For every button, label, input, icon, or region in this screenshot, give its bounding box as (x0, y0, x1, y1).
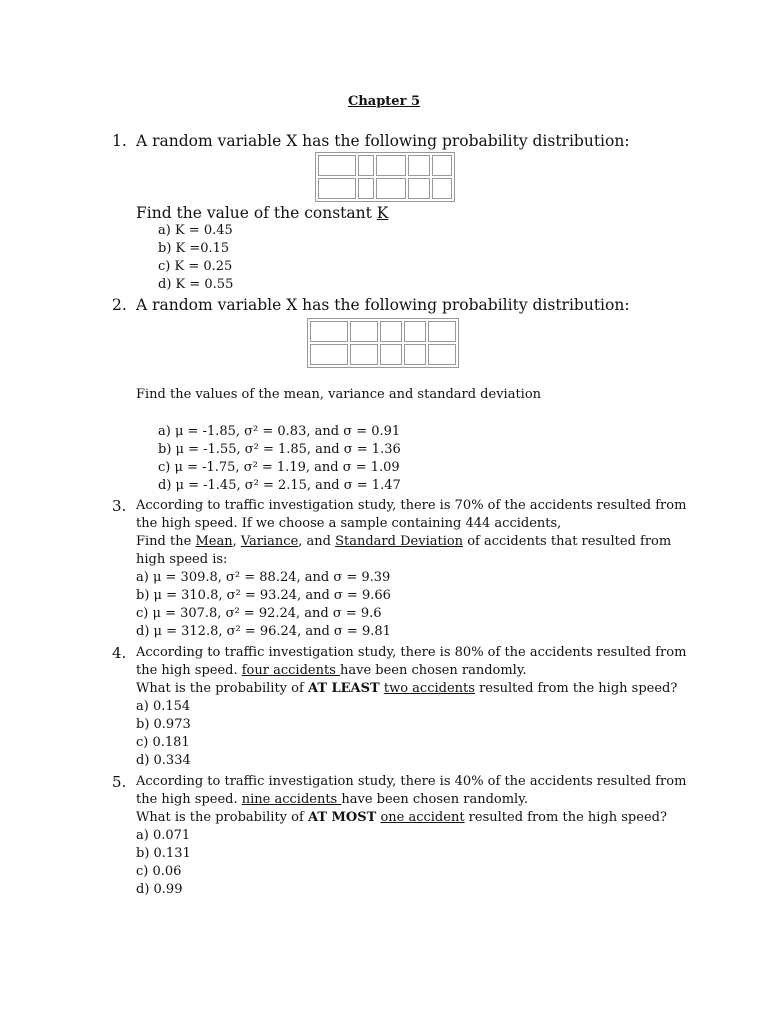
question-line (136, 792, 528, 807)
question-text: A random variable X has the following probability distribution: (136, 296, 630, 314)
question-line (136, 534, 671, 549)
underlined-text: four accidents (241, 663, 340, 678)
option-d: d) μ = 312.8, σ² = 96.24, and σ = 9.81 (136, 624, 391, 639)
option-c: c) μ = 307.8, σ² = 92.24, and σ = 9.6 (136, 606, 382, 621)
underlined-text: one accident (380, 810, 465, 825)
option-b: b) μ = -1.55, σ² = 1.85, and σ = 1.36 (158, 442, 401, 457)
table-cell (380, 321, 402, 342)
option-d: d) K = 0.55 (158, 277, 234, 292)
question-line: According to traffic investigation study, there is 70% of the accidents resulted from (136, 498, 687, 513)
table-cell (358, 178, 374, 199)
text: Find the (136, 534, 196, 549)
option-a: a) μ = -1.85, σ² = 0.83, and σ = 0.91 (158, 424, 401, 439)
question-prompt (136, 204, 388, 222)
question-line (136, 681, 677, 696)
question-number: 4. (112, 644, 127, 662)
option-d: d) 0.99 (136, 882, 183, 897)
option-b: b) μ = 310.8, σ² = 93.24, and σ = 9.66 (136, 588, 391, 603)
text: resulted from the high speed? (474, 681, 678, 696)
probability-table (307, 318, 459, 368)
option-d: d) 0.334 (136, 753, 191, 768)
table-cell (350, 344, 378, 365)
text: , (232, 534, 241, 549)
option-a: a) 0.154 (136, 699, 191, 714)
text: have been chosen randomly. (340, 663, 527, 678)
question-prompt: Find the values of the mean, variance and standard deviation (136, 387, 542, 402)
underlined-text: two accidents (383, 681, 475, 696)
question-line: According to traffic investigation study, there is 40% of the accidents resulted from (136, 774, 687, 789)
variance-term: Variance (240, 534, 299, 549)
table-cell (376, 155, 406, 176)
bold-text: AT LEAST (307, 681, 380, 696)
table-cell (318, 178, 356, 199)
text: What is the probability of (136, 810, 308, 825)
question-text: A random variable X has the following probability distribution: (136, 132, 630, 150)
question-line: the high speed. If we choose a sample containing 444 accidents, (136, 516, 562, 531)
bold-text: AT MOST (307, 810, 377, 825)
text: the high speed. (136, 663, 242, 678)
text: What is the probability of (136, 681, 308, 696)
question-number: 5. (112, 773, 127, 791)
option-a: a) K = 0.45 (158, 223, 233, 238)
table-cell (432, 155, 452, 176)
question-number: 2. (112, 296, 127, 314)
table-cell (432, 178, 452, 199)
mean-term: Mean (195, 534, 233, 549)
table-cell (358, 155, 374, 176)
question-line: According to traffic investigation study, there is 80% of the accidents resulted from (136, 645, 687, 660)
table-cell (318, 155, 356, 176)
text: , and (298, 534, 336, 549)
table-cell (408, 155, 430, 176)
option-c: c) 0.181 (136, 735, 190, 750)
option-b: b) 0.973 (136, 717, 191, 732)
question-line: high speed is: (136, 552, 228, 567)
probability-table (315, 152, 455, 202)
table-cell (380, 344, 402, 365)
underlined-text: nine accidents (241, 792, 342, 807)
table-cell (408, 178, 430, 199)
text: of accidents that resulted from (463, 534, 672, 549)
option-c: c) K = 0.25 (158, 259, 233, 274)
table-cell (404, 321, 426, 342)
table-cell (310, 321, 348, 342)
table-cell (404, 344, 426, 365)
option-c: c) μ = -1.75, σ² = 1.19, and σ = 1.09 (158, 460, 400, 475)
text: have been chosen randomly. (341, 792, 528, 807)
table-cell (428, 344, 456, 365)
prompt-text: Find the value of the constant (136, 204, 377, 222)
option-c: c) 0.06 (136, 864, 182, 879)
table-cell (310, 344, 348, 365)
question-line (136, 663, 527, 678)
option-b: b) 0.131 (136, 846, 191, 861)
option-a: a) μ = 309.8, σ² = 88.24, and σ = 9.39 (136, 570, 391, 585)
text: the high speed. (136, 792, 242, 807)
option-b: b) K =0.15 (158, 241, 230, 256)
option-d: d) μ = -1.45, σ² = 2.15, and σ = 1.47 (158, 478, 401, 493)
table-cell (376, 178, 406, 199)
standard-deviation-term: Standard Deviation (335, 534, 464, 549)
table-cell (428, 321, 456, 342)
text: resulted from the high speed? (464, 810, 667, 825)
table-cell (350, 321, 378, 342)
question-number: 1. (112, 132, 127, 150)
question-number: 3. (112, 497, 127, 515)
option-a: a) 0.071 (136, 828, 191, 843)
chapter-title: Chapter 5 (347, 94, 420, 109)
question-line (136, 810, 667, 825)
constant-k: K (376, 204, 389, 222)
